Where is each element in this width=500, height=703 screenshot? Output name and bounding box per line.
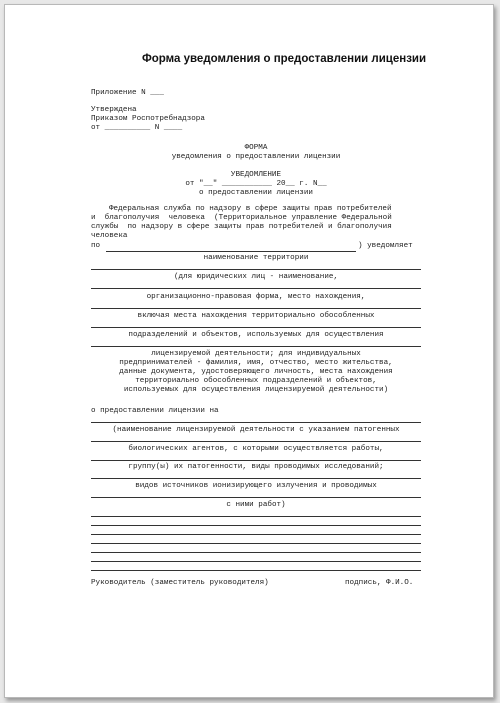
legal-entity-line-7: данные документа, удостоверяющего личность, места нахождения — [119, 368, 393, 376]
fill-line — [91, 525, 421, 526]
form-subheading: уведомления о предоставлении лицензии — [171, 153, 341, 161]
fill-line — [91, 288, 421, 289]
fill-line — [91, 543, 421, 544]
approved-line-3: от __________ N ____ — [91, 124, 183, 132]
approved-line-2: Приказом Роспотребнадзора — [91, 115, 205, 123]
fill-line — [91, 327, 421, 328]
fill-line — [91, 269, 421, 270]
legal-entity-line-1: (для юридических лиц - наименование, — [173, 273, 339, 281]
territory-caption: наименование территории — [203, 254, 309, 262]
license-intro: о предоставлении лицензии на — [91, 407, 219, 415]
fill-line — [91, 534, 421, 535]
authority-fill-line — [106, 251, 356, 252]
fill-line — [91, 460, 421, 461]
fill-line — [91, 570, 421, 571]
fill-line — [91, 497, 421, 498]
appendix-number: Приложение N ___ — [91, 89, 164, 97]
notice-date: от "__" ___________ 20__ г. N__ — [185, 180, 327, 188]
fill-line — [91, 561, 421, 562]
legal-entity-line-5: лицензируемой деятельности; для индивидуальных — [151, 350, 361, 358]
body-line-2: и благополучия человека (Территориальное управление Федеральной — [91, 214, 392, 222]
notice-heading: УВЕДОМЛЕНИЕ — [230, 171, 282, 179]
activity-line-5: с ними работ) — [226, 501, 286, 509]
signature-position: Руководитель (заместитель руководителя) — [91, 579, 269, 587]
activity-line-2: биологических агентов, с которыми осуществляется работы, — [128, 445, 384, 453]
form-heading: ФОРМА — [244, 144, 268, 152]
body-line-5-suffix: ) уведомляет — [358, 242, 413, 250]
fill-line — [91, 552, 421, 553]
legal-entity-line-9: используемых для осуществления лицензируемой деятельности) — [123, 386, 389, 394]
body-line-1: Федеральная служба по надзору в сфере защиты прав потребителей — [109, 205, 392, 213]
fill-line — [91, 478, 421, 479]
signature-name: подпись, Ф.И.О. — [345, 579, 414, 587]
activity-line-3: группу(ы) их патогенности, виды проводимых исследований; — [128, 463, 384, 471]
legal-entity-line-3: включая места нахождения территориально обособленных — [137, 312, 375, 320]
body-line-4: человека — [91, 232, 128, 240]
document-title: Форма уведомления о предоставлении лицензии — [141, 53, 427, 65]
fill-line — [91, 422, 421, 423]
notice-about: о предоставлении лицензии — [199, 189, 313, 197]
fill-line — [91, 441, 421, 442]
activity-line-1: (наименование лицензируемой деятельности с указанием патогенных — [112, 426, 400, 434]
legal-entity-line-4: подразделений и объектов, используемых для осуществления — [128, 331, 384, 339]
body-line-3: службы по надзору в сфере защиты прав потребителей и благополучия — [91, 223, 392, 231]
fill-line — [91, 308, 421, 309]
document-page — [4, 4, 494, 698]
body-line-5-prefix: по — [91, 242, 101, 250]
legal-entity-line-8: территориально обособленных подразделений и объектов, — [135, 377, 377, 385]
approved-line-1: Утверждена — [91, 106, 137, 114]
legal-entity-line-2: организационно-правовая форма, место нахождения, — [146, 293, 366, 301]
fill-line — [91, 516, 421, 517]
fill-line — [91, 346, 421, 347]
legal-entity-line-6: предпринимателей - фамилия, имя, отчество, место жительства, — [119, 359, 393, 367]
activity-line-4: видов источников ионизирующего излучения и проводимых — [135, 482, 377, 490]
